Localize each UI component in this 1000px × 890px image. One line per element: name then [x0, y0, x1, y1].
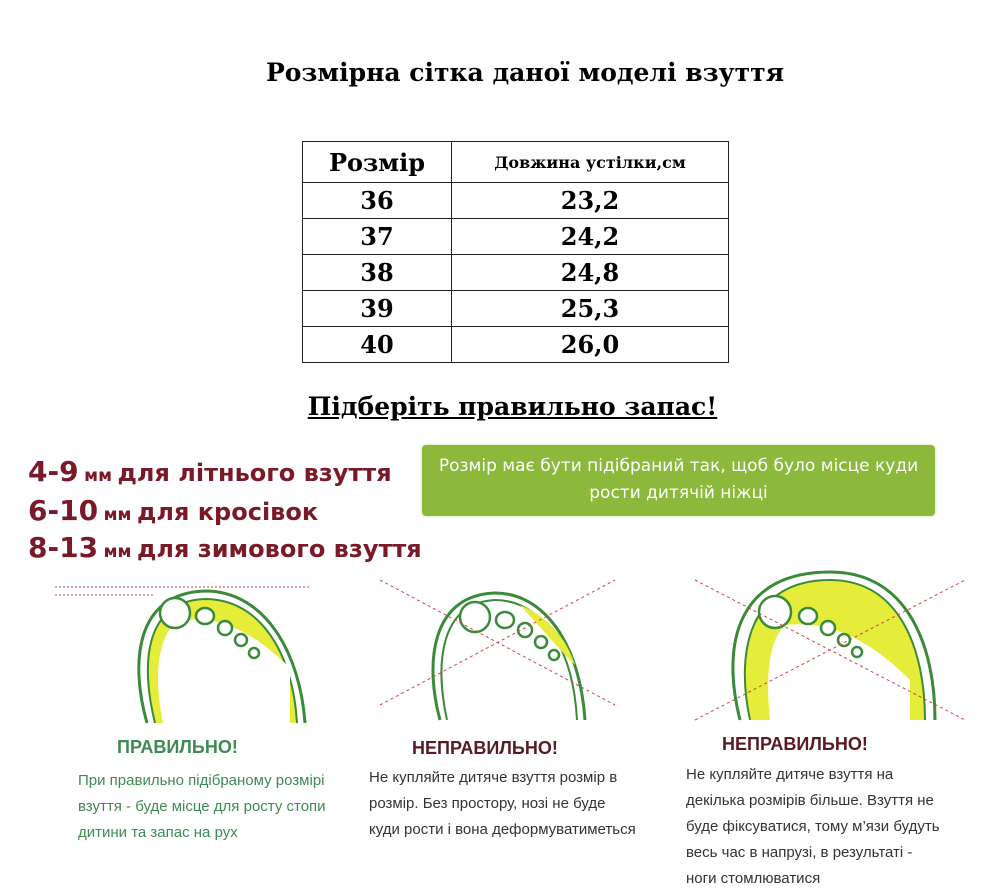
size-cell: 40: [303, 327, 452, 363]
allowance-range: 8-13: [28, 531, 99, 564]
size-cell: 38: [303, 255, 452, 291]
section-subtitle: Підберіть правильно запас!: [307, 392, 718, 421]
table-row: [303, 291, 729, 327]
foot-icon: [433, 593, 585, 720]
foot-icon: [733, 572, 935, 720]
length-cell: 24,8: [452, 255, 729, 291]
description-too-small: Не купляйте дитяче взуття розмір в розмір. Без простору, нозі не буде куди рости і вона деформуватиметься: [369, 769, 636, 838]
description-correct: При правильно підібраному розмірі взуття - буде місце для росту стопи дитини та запас на рух: [78, 772, 326, 841]
allowance-range: 6-10: [28, 494, 99, 527]
description-too-large: Не купляйте дитяче взуття на декілька розмірів більше. Взуття не буде фіксуватися, тому м’язи будуть весь час в напрузі, в результаті - ноги стомлюватися: [686, 766, 940, 887]
table-row: [303, 219, 729, 255]
allowance-winter: [28, 531, 422, 564]
length-cell: 26,0: [452, 327, 729, 363]
table-row: [303, 255, 729, 291]
page-title: Розмірна сітка даної моделі взуття: [265, 58, 785, 87]
allowance-range: 4-9: [28, 455, 79, 488]
allowance-sneakers: [28, 494, 318, 527]
verdict-too-small: НЕПРАВИЛЬНО!: [412, 738, 558, 758]
allowance-unit: мм: [84, 466, 112, 486]
size-cell: 39: [303, 291, 452, 327]
tip-box: Розмір має бути підібраний так, щоб було місце куди рости дитячій ніжці: [422, 445, 935, 516]
allowance-text: для літнього взуття: [117, 459, 392, 487]
header-size: Розмір: [303, 142, 452, 183]
header-insole-length: Довжина устілки,см: [452, 142, 729, 183]
length-cell: 24,2: [452, 219, 729, 255]
foot-correct-illustration: [50, 575, 340, 725]
allowance-text: для зимового взуття: [137, 535, 422, 563]
verdict-too-large: НЕПРАВИЛЬНО!: [722, 734, 868, 754]
table-header-row: [303, 142, 729, 183]
allowance-unit: мм: [103, 505, 132, 525]
size-cell: 36: [303, 183, 452, 219]
table-row: [303, 183, 729, 219]
table-row: [303, 327, 729, 363]
verdict-correct: ПРАВИЛЬНО!: [117, 737, 238, 757]
allowance-summer: [28, 455, 392, 488]
foot-too-small-illustration: [375, 575, 625, 725]
allowance-text: для кросівок: [137, 498, 319, 526]
size-table: [302, 141, 729, 363]
allowance-unit: мм: [103, 542, 132, 562]
foot-too-large-illustration: [680, 570, 980, 730]
length-cell: 25,3: [452, 291, 729, 327]
foot-icon: [139, 591, 305, 723]
size-cell: 37: [303, 219, 452, 255]
length-cell: 23,2: [452, 183, 729, 219]
